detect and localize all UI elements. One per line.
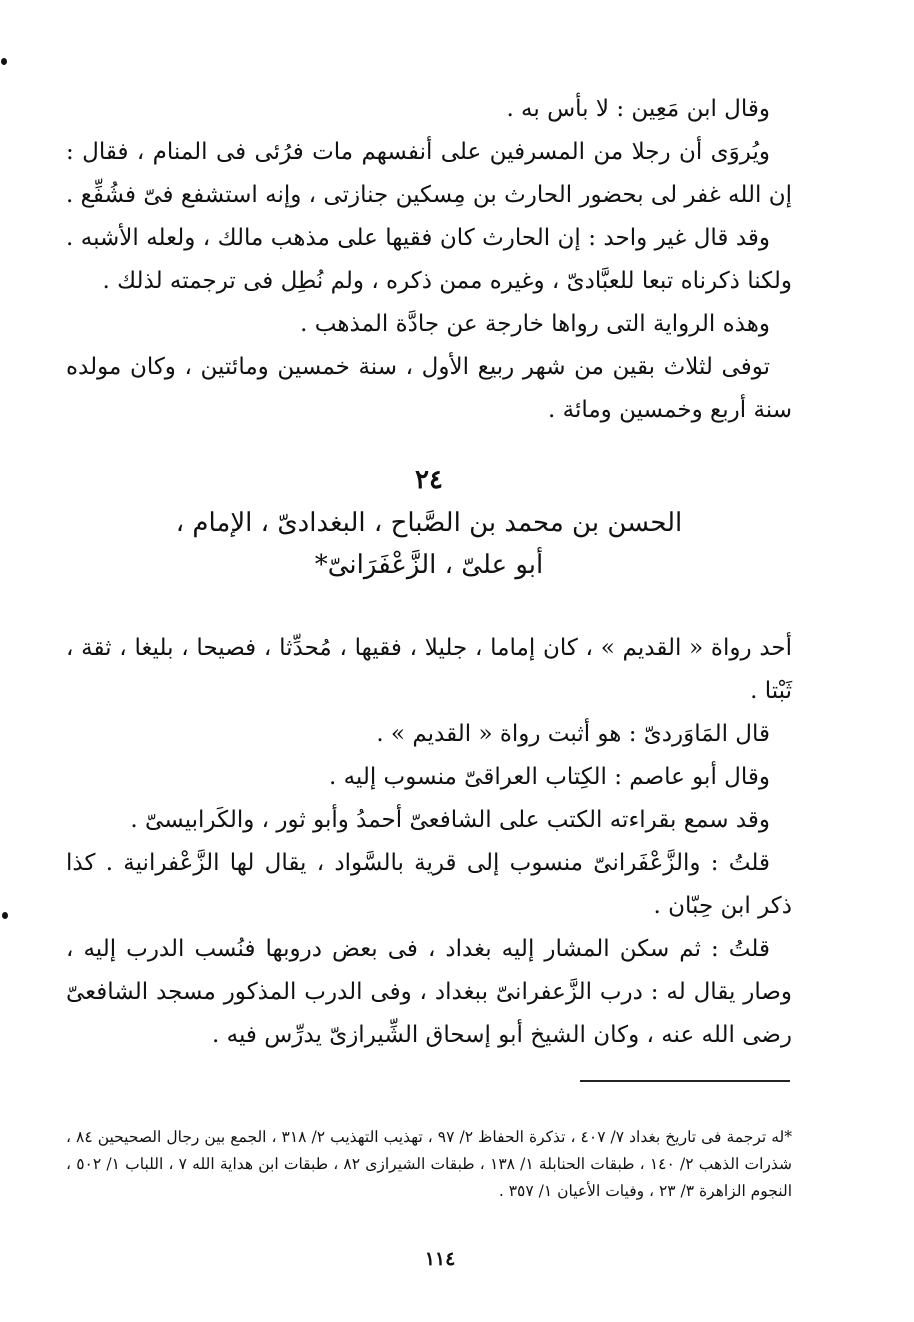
paragraph: وهذه الرواية التى رواها خارجة عن جادَّة المذهب . (300, 311, 770, 337)
entry-title-line-2: أبو علىّ ، الزَّعْفَرَانىّ* (314, 550, 544, 580)
paragraph: قلتُ : ثم سكن المشار إليه بغداد ، فى بعض دروبها فنُسب الدرب إليه ، وصار يقال له : درب الزَّعفرانىّ ببغداد ، وفى الدرب المذكور مسجد الشافعىّ رضى الله عنه ، وكان الشيخ أبو إسحاق الشِّيرازىّ يدرِّس فيه . (66, 936, 792, 1048)
paragraph: وقد قال غير واحد : إن الحارث كان فقيها على مذهب مالك ، ولعله الأشبه . ولكنا ذكرناه تبعا للعبَّادىّ ، وغيره ممن ذكره ، ولم نُطِل فى ترجمته لذلك . (66, 225, 792, 294)
margin-mark (1, 58, 7, 65)
paragraph: وقال ابن مَعِين : لا بأس به . (506, 96, 770, 122)
paragraph: توفى لثلاث بقين من شهر ربيع الأول ، سنة خمسين ومائتين ، وكان مولده سنة أربع وخمسين ومائة . (66, 354, 792, 423)
paragraph: وقال أبو عاصم : الكِتاب العراقىّ منسوب إليه . (328, 764, 770, 790)
footnote: *له ترجمة فى تاريخ بغداد ٧/ ٤٠٧ ، تذكرة الحفاظ ٢/ ٩٧ ، تهذيب التهذيب ٢/ ٣١٨ ، الجمع بين رجال الصحيحين ٨٤ ، شذرات الذهب ٢/ ١٤٠ ، طبقات الحنابلة ١/ ١٣٨ ، طبقات الشيرازى ٨٢ ، طبقات ابن هداية الله ٧ ، اللباب ١/ ٥٠٢ ، النجوم الزاهرة ٣/ ٢٣ ، وفيات الأعيان ١/ ٣٥٧ . (66, 1128, 793, 1200)
page-number: ١١٤ (424, 1248, 456, 1270)
body-text-before-entry (66, 88, 792, 432)
paragraph: وقد سمع بقراءته الكتب على الشافعىّ أحمدُ وأبو ثور ، والكَرابيسىّ . (130, 807, 770, 833)
paragraph: قلتُ : والزَّعْفَرانىّ منسوب إلى قرية بالسَّواد ، يقال لها الزَّعْفرانية . كذا ذكر ابن حِبّان . (66, 850, 792, 919)
body-text-entry (66, 627, 792, 1057)
paragraph: ويُروَى أن رجلا من المسرفين على أنفسهم مات فرُئى فى المنام ، فقال : إن الله غفر لى بحضور الحارث بن مِسكين جنازتى ، وإنه استشفع فىّ فشُفِّع . (66, 139, 792, 208)
margin-mark (2, 912, 8, 919)
entry-number: ٢٤ (415, 465, 443, 495)
entry-title-line-1: الحسن بن محمد بن الصَّباح ، البغدادىّ ، الإمام ، (175, 508, 683, 538)
footnote-separator (580, 1080, 790, 1082)
paragraph: قال المَاوَردىّ : هو أثبت رواة « القديم » . (376, 721, 770, 747)
paragraph: أحد رواة « القديم » ، كان إماما ، جليلا ، فقيها ، مُحدِّثا ، فصيحا ، بليغا ، ثقة ، ثَبْتا . (66, 635, 792, 704)
